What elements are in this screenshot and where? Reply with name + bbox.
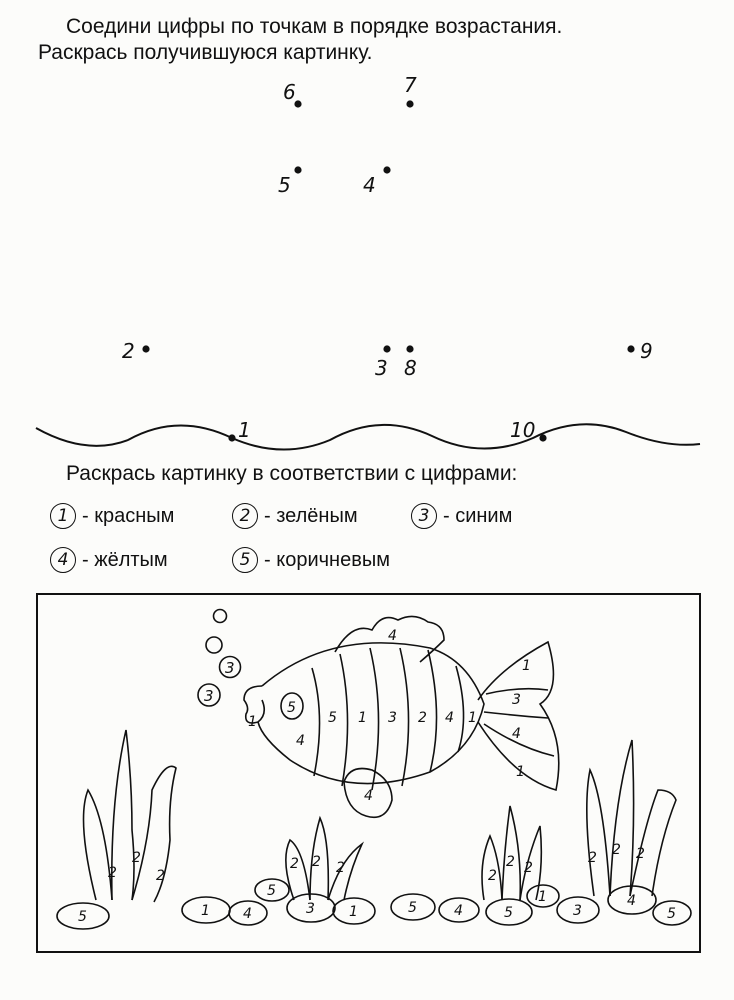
- dot-label-1: 1: [238, 418, 251, 442]
- fish-stripe-number: 3: [388, 710, 397, 726]
- stone-number: 5: [504, 905, 513, 921]
- fish-stripe-line: [428, 650, 437, 772]
- stone-number: 5: [267, 883, 276, 899]
- fish-bottom-fin-number: 4: [364, 788, 373, 804]
- seaweed-blade: [328, 844, 362, 900]
- stone-number: 4: [454, 903, 463, 919]
- dot-label-10: 10: [510, 418, 536, 442]
- stone-number: 3: [306, 901, 315, 917]
- stone-number: 1: [538, 889, 547, 905]
- seaweed-number: 2: [524, 860, 533, 876]
- seaweed-number: 2: [612, 842, 621, 858]
- fish-tail-number: 1: [522, 658, 531, 674]
- legend-number-circle: 3: [411, 503, 437, 529]
- fish-eye-number: 5: [287, 700, 296, 716]
- stone-number: 5: [408, 900, 417, 916]
- seaweed-blade: [502, 806, 520, 900]
- seaweed-number: 2: [506, 854, 515, 870]
- fish-stripe-line: [456, 666, 464, 752]
- seaweed-number: 2: [290, 856, 299, 872]
- seaweed-number: 2: [588, 850, 597, 866]
- water-wave-line: [36, 424, 700, 449]
- seaweed-number: 2: [488, 868, 497, 884]
- seaweed-center-left[interactable]: [286, 818, 362, 900]
- fish-stripe-number: 4: [445, 710, 454, 726]
- dot-4[interactable]: [383, 166, 390, 173]
- dot-label-6: 6: [283, 80, 296, 104]
- stone-number: 5: [667, 906, 676, 922]
- dot-label-3: 3: [375, 356, 388, 380]
- seaweed-number: 2: [156, 868, 165, 884]
- dot-5[interactable]: [294, 166, 301, 173]
- dot-label-2: 2: [122, 339, 135, 363]
- legend-item-2: [232, 503, 358, 529]
- dot-2[interactable]: [142, 345, 149, 352]
- legend-color-label: - коричневым: [264, 548, 390, 571]
- fish-mouth-number: 1: [248, 714, 257, 730]
- stones: [57, 879, 691, 929]
- fish-stripe-line: [400, 648, 409, 786]
- legend-number-circle: 5: [232, 547, 258, 573]
- dot-label-4: 4: [363, 173, 376, 197]
- bubble-number: 3: [225, 659, 235, 677]
- seaweed-blade: [132, 766, 176, 902]
- dot-puzzle: [122, 73, 653, 442]
- dot-9[interactable]: [627, 345, 634, 352]
- dot-7[interactable]: [406, 100, 413, 107]
- fish-stripe-number: 1: [358, 710, 367, 726]
- bubble-medium: [206, 637, 222, 653]
- fish-stripe-line: [312, 668, 320, 776]
- fish-tail-number: 1: [516, 764, 525, 780]
- seaweed-number: 2: [336, 860, 345, 876]
- fish-cheek-number: 4: [296, 733, 305, 749]
- dot-label-7: 7: [404, 73, 417, 97]
- legend-number-circle: 2: [232, 503, 258, 529]
- seaweed-number: 2: [132, 850, 141, 866]
- fish-tail-number: 4: [512, 726, 521, 742]
- aquarium-frame: [37, 594, 700, 952]
- fish-stripe-number: 2: [418, 710, 427, 726]
- coloring-instruction: Раскрась картинку в соответствии с цифрами:: [66, 462, 518, 485]
- dot-label-9: 9: [640, 339, 653, 363]
- fish-stripe-line: [340, 654, 348, 786]
- bubble-number: 3: [204, 687, 214, 705]
- seaweed-blade: [84, 790, 113, 900]
- fish: [244, 616, 559, 817]
- legend-color-label: - красным: [82, 504, 175, 527]
- legend-number-circle: 1: [50, 503, 76, 529]
- seaweed-number: 2: [108, 865, 117, 881]
- fish-top-fin-number: 4: [388, 628, 397, 644]
- seaweed-number: 2: [636, 846, 645, 862]
- stone-number: 3: [573, 903, 582, 919]
- legend-item-5: [232, 547, 390, 573]
- legend-item-1: [50, 503, 174, 529]
- legend-color-label: - жёлтым: [82, 548, 168, 571]
- dot-label-5: 5: [278, 173, 291, 197]
- bubbles: [198, 610, 241, 707]
- fish-stripe-line: [370, 648, 379, 790]
- seaweed-left[interactable]: [84, 730, 177, 902]
- seaweed-blade: [630, 790, 676, 896]
- fish-tail-line: [484, 712, 548, 718]
- stone-number: 1: [349, 904, 358, 920]
- seaweed-blade: [587, 770, 610, 896]
- seaweed-right[interactable]: [587, 740, 676, 896]
- seaweed-number: 2: [312, 854, 321, 870]
- dot-label-8: 8: [404, 356, 417, 380]
- legend-color-label: - синим: [443, 504, 513, 527]
- task-title-line2: Раскрась получившуюся картинку.: [38, 41, 373, 64]
- bubble-small: [214, 610, 227, 623]
- stone-number: 5: [78, 909, 87, 925]
- fish-stripe-number: 5: [328, 710, 337, 726]
- stone-number: 4: [627, 893, 636, 909]
- legend-color-label: - зелёным: [264, 504, 358, 527]
- legend-number-circle: 4: [50, 547, 76, 573]
- task-title-line1: Соедини цифры по точкам в порядке возрастания.: [66, 15, 563, 38]
- seaweed-center-right[interactable]: [482, 806, 541, 900]
- fish-tail-number: 3: [512, 692, 521, 708]
- dot-8[interactable]: [406, 345, 413, 352]
- stone-number: 4: [243, 906, 252, 922]
- legend-item-4: [50, 547, 168, 573]
- fish-stripe-number: 1: [468, 710, 477, 726]
- stone-number: 1: [201, 903, 210, 919]
- legend-item-3: [411, 503, 512, 529]
- dot-3[interactable]: [383, 345, 390, 352]
- seaweed-blade: [610, 740, 634, 896]
